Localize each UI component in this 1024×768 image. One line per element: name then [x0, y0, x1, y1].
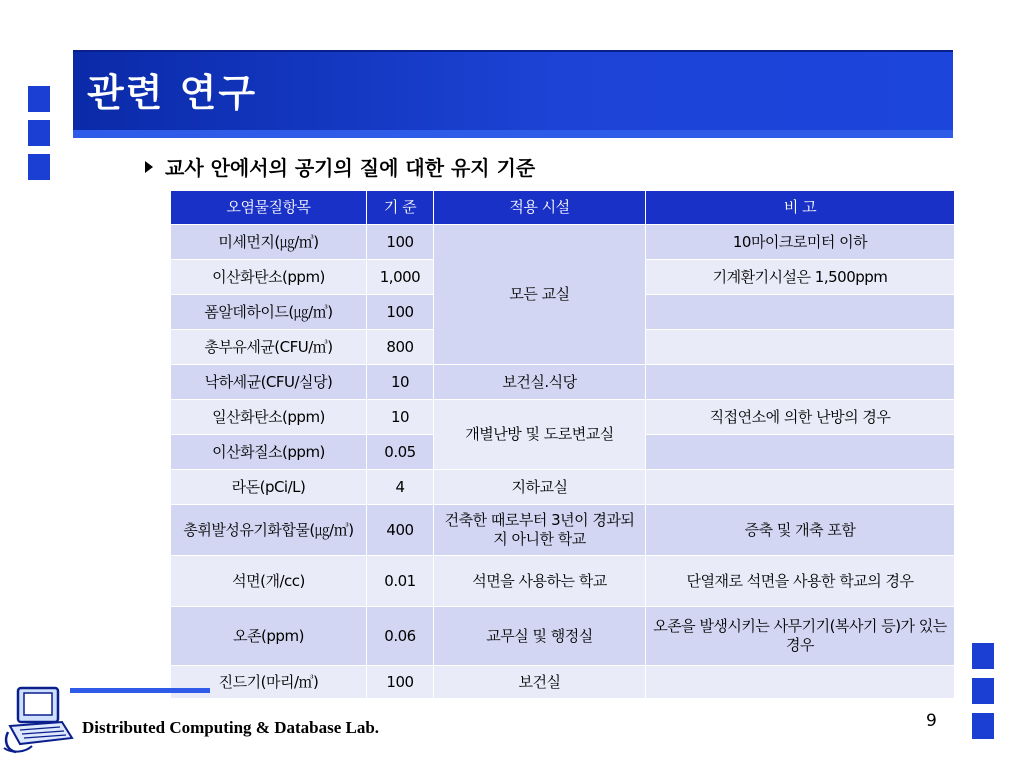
header-pollutant: 오염물질항목 [171, 191, 367, 225]
cell-item: 미세먼지(㎍/㎥) [171, 225, 367, 260]
decor-square-right-3 [972, 713, 994, 739]
decor-square-right-2 [972, 678, 994, 704]
decor-square-left-1 [28, 86, 50, 112]
cell-item: 이산화탄소(ppm) [171, 260, 367, 295]
title-bar [73, 50, 953, 130]
table-row [171, 470, 955, 505]
header-facility: 적용 시설 [434, 191, 646, 225]
cell-item: 석면(개/cc) [171, 556, 367, 607]
cell-note: 오존을 발생시키는 사무기기(복사기 등)가 있는 경우 [646, 607, 955, 666]
cell-item: 이산화질소(ppm) [171, 435, 367, 470]
cell-facility: 보건실.식당 [434, 365, 646, 400]
cell-value: 800 [367, 330, 434, 365]
header-note: 비 고 [646, 191, 955, 225]
cell-value: 10 [367, 400, 434, 435]
cell-item: 진드기(마리/㎥) [171, 666, 367, 699]
cell-item: 라돈(pCi/L) [171, 470, 367, 505]
table-row [171, 365, 955, 400]
bullet-item [145, 152, 535, 181]
cell-note: 단열재로 석면을 사용한 학교의 경우 [646, 556, 955, 607]
table-row [171, 607, 955, 666]
cell-facility: 개별난방 및 도로변교실 [434, 400, 646, 470]
cell-facility: 지하교실 [434, 470, 646, 505]
cell-note [646, 470, 955, 505]
cell-facility: 교무실 및 행정실 [434, 607, 646, 666]
cell-item: 총휘발성유기화합물(㎍/㎥) [171, 505, 367, 556]
decor-square-left-3 [28, 154, 50, 180]
table-row [171, 505, 955, 556]
cell-value: 100 [367, 225, 434, 260]
cell-facility: 모든 교실 [434, 225, 646, 365]
cell-item: 일산화탄소(ppm) [171, 400, 367, 435]
bullet-arrow-icon [145, 161, 153, 173]
cell-value: 0.05 [367, 435, 434, 470]
cell-note [646, 435, 955, 470]
cell-note [646, 295, 955, 330]
table-header-row [171, 191, 955, 225]
slide-title: 관련 연구 [87, 71, 258, 115]
table-row [171, 400, 955, 435]
cell-item: 오존(ppm) [171, 607, 367, 666]
cell-note [646, 330, 955, 365]
cell-value: 0.06 [367, 607, 434, 666]
cell-facility: 보건실 [434, 666, 646, 699]
page-number: 9 [926, 711, 937, 731]
footer-rule [70, 688, 210, 693]
bullet-text: 교사 안에서의 공기의 질에 대한 유지 기준 [165, 156, 536, 180]
title-underline [73, 130, 953, 138]
decor-square-left-2 [28, 120, 50, 146]
cell-note: 직접연소에 의한 난방의 경우 [646, 400, 955, 435]
cell-value: 1,000 [367, 260, 434, 295]
cell-value: 400 [367, 505, 434, 556]
cell-facility: 석면을 사용하는 학교 [434, 556, 646, 607]
cell-facility: 건축한 때로부터 3년이 경과되지 아니한 학교 [434, 505, 646, 556]
footer-lab-name: Distributed Computing & Database Lab. [82, 718, 380, 737]
cell-note [646, 666, 955, 699]
cell-note [646, 365, 955, 400]
cell-value: 0.01 [367, 556, 434, 607]
cell-value: 100 [367, 666, 434, 699]
cell-value: 10 [367, 365, 434, 400]
cell-value: 100 [367, 295, 434, 330]
cell-item: 폼알데하이드(㎍/㎥) [171, 295, 367, 330]
table-row [171, 556, 955, 607]
air-quality-standards-table [170, 190, 955, 699]
cell-item: 낙하세균(CFU/실당) [171, 365, 367, 400]
table-row [171, 225, 955, 260]
decor-square-right-1 [972, 643, 994, 669]
cell-item: 총부유세균(CFU/㎥) [171, 330, 367, 365]
cell-note: 10마이크로미터 이하 [646, 225, 955, 260]
cell-note: 기계환기시설은 1,500ppm [646, 260, 955, 295]
cell-note: 증축 및 개축 포함 [646, 505, 955, 556]
computer-logo-icon [2, 682, 78, 758]
table-row [171, 666, 955, 699]
cell-value: 4 [367, 470, 434, 505]
header-standard: 기 준 [367, 191, 434, 225]
